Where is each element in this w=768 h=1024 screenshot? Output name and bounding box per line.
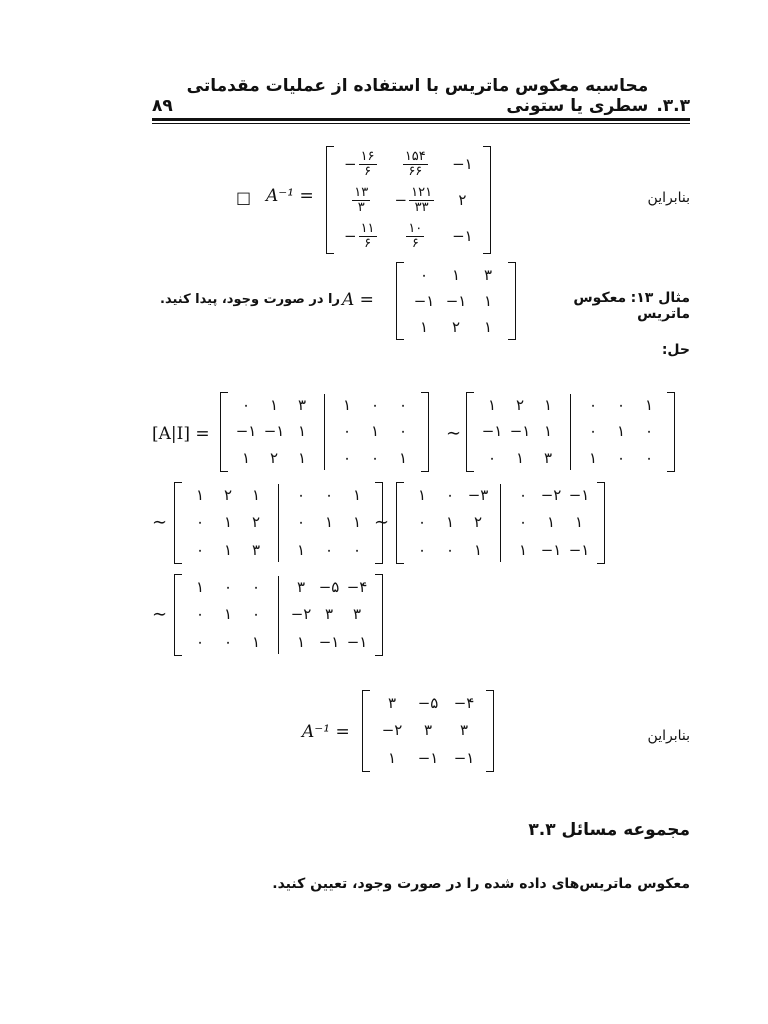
augmented-matrix-4: [396, 482, 605, 564]
matrix-cell: −۱: [413, 291, 435, 310]
matrix-cell: ۱: [296, 540, 306, 559]
therefore-label-2: بنابراین: [647, 728, 690, 744]
equivalent-symbol-2: ∼: [152, 512, 168, 533]
fraction: [352, 186, 370, 214]
augment-divider: [500, 484, 501, 562]
matrix-cell: ۰: [342, 449, 352, 468]
fraction-denominator: ۳: [357, 199, 365, 215]
matrix-cell: −۴: [346, 578, 368, 597]
matrix-cell: ۰: [342, 422, 352, 441]
matrix-cell: ۱: [241, 449, 251, 468]
matrix-cell: ۲: [473, 513, 483, 532]
matrix-cell: [389, 186, 441, 214]
fraction-numerator: ۱۳: [354, 184, 369, 200]
fraction-denominator: ۶۶: [408, 163, 423, 179]
matrix-cell: ۱: [487, 395, 497, 414]
fraction: [409, 186, 434, 214]
fraction-sign: −: [394, 190, 408, 209]
header-rule-thin: [152, 123, 690, 124]
matrix-cell: ۰: [195, 540, 205, 559]
augment-divider: [570, 394, 571, 470]
matrix-cell: ۱: [296, 632, 306, 651]
matrix-cell: ۳: [324, 605, 334, 624]
qed-box: □: [236, 188, 252, 207]
matrix-cell: ۱: [543, 422, 553, 441]
fraction: [403, 150, 428, 178]
matrix-cell: −۱: [568, 540, 590, 559]
matrix-cell: ۱: [398, 449, 408, 468]
matrix-cell: ۰: [296, 486, 306, 505]
first-inverse-matrix: [326, 146, 491, 254]
matrix-cell: ۱: [518, 540, 528, 559]
equivalent-symbol-1: ∼: [446, 423, 462, 444]
matrix-cell: ۰: [588, 395, 598, 414]
exercises-heading: مجموعه مسائل ۳.۳: [528, 820, 690, 840]
matrix-cell: −۱: [540, 540, 562, 559]
final-inverse-lhs: A⁻¹ =: [302, 722, 350, 742]
running-header: [152, 76, 690, 116]
matrix-cell: ۱: [419, 317, 429, 336]
section-number: ۳.۳.: [656, 96, 690, 116]
matrix-cell: ۱: [195, 486, 205, 505]
matrix-cell: −۱: [445, 291, 467, 310]
matrix-cell: ۰: [324, 486, 334, 505]
fraction-denominator: ۶: [411, 235, 419, 251]
matrix-cell: ۱: [483, 291, 493, 310]
matrix-cell: ۳: [459, 721, 469, 740]
matrix-cell: ۲: [451, 317, 461, 336]
matrix-cell: ۰: [370, 395, 380, 414]
matrix-cell: −۱: [235, 422, 257, 441]
matrix-cell: −۱: [481, 422, 503, 441]
fraction-numerator: ۱۰: [408, 220, 423, 236]
fraction-numerator: ۱۵۴: [404, 148, 426, 164]
matrix-cell: ۳: [423, 721, 433, 740]
matrix-cell: ۰: [398, 395, 408, 414]
matrix-cell: [446, 150, 479, 178]
matrix-cell: −۲: [290, 605, 312, 624]
matrix-cell: [338, 150, 383, 178]
exercises-instruction: معکوس ماتریس‌های داده شده را در صورت وجود، تعیین کنید.: [272, 876, 690, 892]
augment-divider: [278, 484, 279, 562]
matrix-cell: ۰: [518, 486, 528, 505]
matrix-cell: ۰: [251, 578, 261, 597]
matrix-cell: −۴: [453, 694, 475, 713]
matrix-cell: ۱: [616, 422, 626, 441]
matrix-cell: ۱: [324, 513, 334, 532]
matrix-cell: ۱: [546, 513, 556, 532]
example-label: مثال ۱۳:: [630, 290, 690, 306]
matrix-cell: ۲: [269, 449, 279, 468]
fraction-numerator: ۱۱: [360, 220, 375, 236]
matrix-cell: ۳: [543, 449, 553, 468]
matrix-cell: ۱: [417, 486, 427, 505]
matrix-cell: −۵: [417, 694, 439, 713]
example-matrix-a: [396, 262, 516, 340]
matrix-cell: ۱: [451, 265, 461, 284]
matrix-cell: ۱: [223, 605, 233, 624]
matrix-cell: ۱: [251, 486, 261, 505]
fraction-numerator: ۱۶: [360, 148, 375, 164]
matrix-cell: ۲: [251, 513, 261, 532]
matrix-cell: ۰: [644, 449, 654, 468]
matrix-cell: [446, 222, 479, 250]
example-text-after: را در صورت وجود، پیدا کنید.: [160, 292, 340, 307]
matrix-cell: ۳: [297, 395, 307, 414]
matrix-cell: ۰: [616, 395, 626, 414]
equivalent-symbol-3: ∼: [374, 512, 390, 533]
cell-value: −۱: [452, 154, 473, 173]
matrix-cell: ۰: [370, 449, 380, 468]
augmented-matrix-2: [466, 392, 675, 472]
matrix-cell: ۱: [251, 632, 261, 651]
first-inverse-lhs: A⁻¹ =: [266, 186, 314, 206]
matrix-cell: ۰: [588, 422, 598, 441]
header-rule-thick: [152, 118, 690, 121]
matrix-cell: ۰: [296, 513, 306, 532]
matrix-cell: ۱: [387, 748, 397, 767]
cell-value: −۱: [452, 226, 473, 245]
matrix-cell: ۱: [644, 395, 654, 414]
matrix-cell: ۳: [387, 694, 397, 713]
augment-divider: [278, 576, 279, 654]
fraction-sign: −: [344, 226, 357, 245]
matrix-cell: ۲: [223, 486, 233, 505]
matrix-cell: −۱: [453, 748, 475, 767]
matrix-cell: ۱: [297, 422, 307, 441]
augmented-matrix-3: [174, 482, 383, 564]
matrix-cell: ۰: [417, 513, 427, 532]
matrix-cell: −۱: [417, 748, 439, 767]
matrix-cell: ۱: [370, 422, 380, 441]
matrix-cell: ۰: [324, 540, 334, 559]
matrix-cell: ۱: [342, 395, 352, 414]
matrix-cell: ۱: [223, 513, 233, 532]
matrix-cell: [344, 186, 376, 214]
matrix-cell: ۰: [644, 422, 654, 441]
augmented-lhs: [A|I] =: [152, 424, 210, 444]
fraction-numerator: ۱۲۱: [411, 184, 433, 200]
header-title: محاسبه معکوس ماتریس با استفاده از عملیات مقدماتی سطری یا ستونی: [186, 76, 649, 116]
matrix-cell: ۱: [195, 578, 205, 597]
fraction-sign: −: [344, 154, 357, 173]
matrix-cell: ۰: [251, 605, 261, 624]
matrix-cell: ۰: [518, 513, 528, 532]
matrix-cell: ۰: [195, 605, 205, 624]
matrix-cell: −۱: [509, 422, 531, 441]
fraction: [359, 222, 377, 250]
therefore-label-1: بنابراین: [647, 190, 690, 206]
fraction: [359, 150, 377, 178]
final-inverse-matrix: [362, 690, 494, 772]
fraction-denominator: ۶: [364, 235, 372, 251]
augment-divider: [324, 394, 325, 470]
matrix-cell: ۲: [515, 395, 525, 414]
matrix-cell: [398, 222, 430, 250]
matrix-cell: [395, 150, 434, 178]
solution-label: حل:: [661, 342, 690, 358]
matrix-cell: ۰: [616, 449, 626, 468]
matrix-cell: ۱: [352, 486, 362, 505]
matrix-cell: ۱: [483, 317, 493, 336]
matrix-cell: ۱: [352, 513, 362, 532]
matrix-cell: ۰: [195, 632, 205, 651]
example-13-line: [540, 290, 690, 322]
matrix-cell: ۰: [223, 578, 233, 597]
matrix-cell: ۱: [445, 513, 455, 532]
matrix-cell: −۵: [318, 578, 340, 597]
matrix-cell: ۱: [515, 449, 525, 468]
augmented-matrix-1: [220, 392, 429, 472]
matrix-cell: ۱: [269, 395, 279, 414]
matrix-cell: ۰: [487, 449, 497, 468]
matrix-cell: ۰: [241, 395, 251, 414]
matrix-cell: ۰: [398, 422, 408, 441]
matrix-cell: ۰: [445, 540, 455, 559]
fraction-denominator: ۳۳: [414, 199, 429, 215]
matrix-cell: ۳: [483, 265, 493, 284]
matrix-cell: −۱: [568, 486, 590, 505]
matrix-cell: ۰: [195, 513, 205, 532]
matrix-cell: ۱: [574, 513, 584, 532]
matrix-cell: ۱: [543, 395, 553, 414]
page-number: ۸۹: [152, 96, 173, 116]
equivalent-symbol-4: ∼: [152, 604, 168, 625]
matrix-cell: −۱: [318, 632, 340, 651]
matrix-cell: −۲: [381, 721, 403, 740]
matrix-cell: −۳: [467, 486, 489, 505]
matrix-cell: ۳: [352, 605, 362, 624]
matrix-cell: ۰: [352, 540, 362, 559]
matrix-cell: [338, 222, 383, 250]
matrix-cell: ۰: [419, 265, 429, 284]
fraction: [406, 222, 424, 250]
augmented-matrix-5: [174, 574, 383, 656]
matrix-cell: ۰: [223, 632, 233, 651]
matrix-cell: ۰: [417, 540, 427, 559]
matrix-cell: ۱: [588, 449, 598, 468]
cell-value: ۲: [458, 190, 467, 209]
matrix-cell: −۲: [540, 486, 562, 505]
matrix-cell: ۱: [473, 540, 483, 559]
matrix-cell: −۱: [346, 632, 368, 651]
matrix-cell: ۳: [296, 578, 306, 597]
matrix-cell: ۰: [445, 486, 455, 505]
matrix-cell: ۳: [251, 540, 261, 559]
example-text-before: معکوس ماتریس: [573, 290, 690, 322]
matrix-cell: [452, 186, 472, 214]
matrix-cell: −۱: [263, 422, 285, 441]
matrix-cell: ۱: [223, 540, 233, 559]
example-lhs: A =: [342, 290, 374, 310]
matrix-cell: ۱: [297, 449, 307, 468]
fraction-denominator: ۶: [364, 163, 372, 179]
